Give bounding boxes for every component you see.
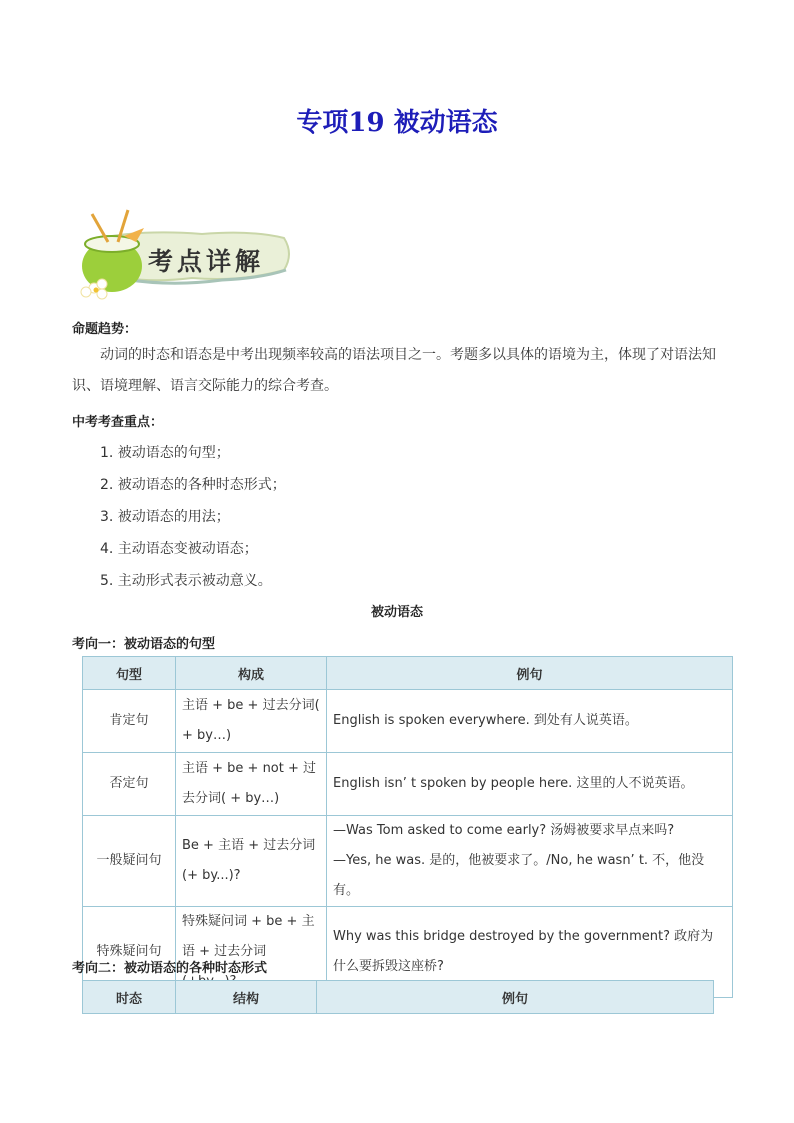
example-line: —Was Tom asked to come early? 汤姆被要求早点来吗? [333, 823, 675, 838]
structure-cell: 主语 + be + not + 过去分词( + by…) [176, 753, 327, 816]
table-header-row [83, 657, 733, 690]
tense-form-table [82, 980, 714, 1014]
column-header: 例句 [327, 657, 733, 690]
example-cell: English isn’ t spoken by people here. 这里的人不说英语。 [327, 753, 733, 816]
focus-item: 3. 被动语态的用法； [100, 509, 230, 525]
structure-cell: 主语 + be + 过去分词( + by…) [176, 690, 327, 753]
trend-label: 命题趋势： [72, 322, 138, 337]
direction-two-label: 考向二：被动语态的各种时态形式 [72, 961, 268, 976]
example-line: —Yes, he was. 是的，他被要求了。/No, he wasn’ t. 不，他没有。 [333, 853, 705, 898]
column-header: 结构 [176, 981, 317, 1014]
column-header: 时态 [83, 981, 176, 1014]
example-cell: English is spoken everywhere. 到处有人说英语。 [327, 690, 733, 753]
section-title: 被动语态 [370, 605, 423, 620]
table-row [83, 816, 733, 907]
table-row [83, 690, 733, 753]
sentence-type-cell: 一般疑问句 [83, 816, 176, 907]
banner-text: 考点详解 [148, 247, 265, 276]
column-header: 例句 [317, 981, 714, 1014]
page-title: 专项19 被动语态 [296, 108, 498, 138]
trend-paragraph: 动词的时态和语态是中考出现频率较高的语法项目之一。考题多以具体的语境为主，体现了对语法知识、语境理解、语言交际能力的综合考查。 [72, 347, 716, 394]
example-cell [327, 816, 733, 907]
focus-label: 中考考查重点： [72, 415, 164, 430]
structure-cell: 特殊疑问词 + be + 主语 + 过去分词 [176, 907, 327, 998]
example-cell: Why was this bridge destroyed by the government? 政府为什么要拆毁这座桥? [327, 907, 733, 998]
sentence-type-cell: 特殊疑问句 [83, 907, 176, 998]
focus-item: 4. 主动语态变被动语态； [100, 541, 258, 557]
structure-cell: Be + 主语 + 过去分词(+ by...)? [176, 816, 327, 907]
sentence-type-cell: 肯定句 [83, 690, 176, 753]
focus-item: 2. 被动语态的各种时态形式； [100, 477, 286, 493]
focus-item: 5. 主动形式表示被动意义。 [100, 573, 272, 589]
sentence-type-cell: 否定句 [83, 753, 176, 816]
sentence-pattern-table [82, 656, 733, 998]
table-header-row [83, 981, 714, 1014]
focus-item: 1. 被动语态的句型； [100, 445, 230, 461]
direction-one-label: 考向一：被动语态的句型 [72, 637, 216, 652]
column-header: 句型 [83, 657, 176, 690]
table-row [83, 753, 733, 816]
column-header: 构成 [176, 657, 327, 690]
